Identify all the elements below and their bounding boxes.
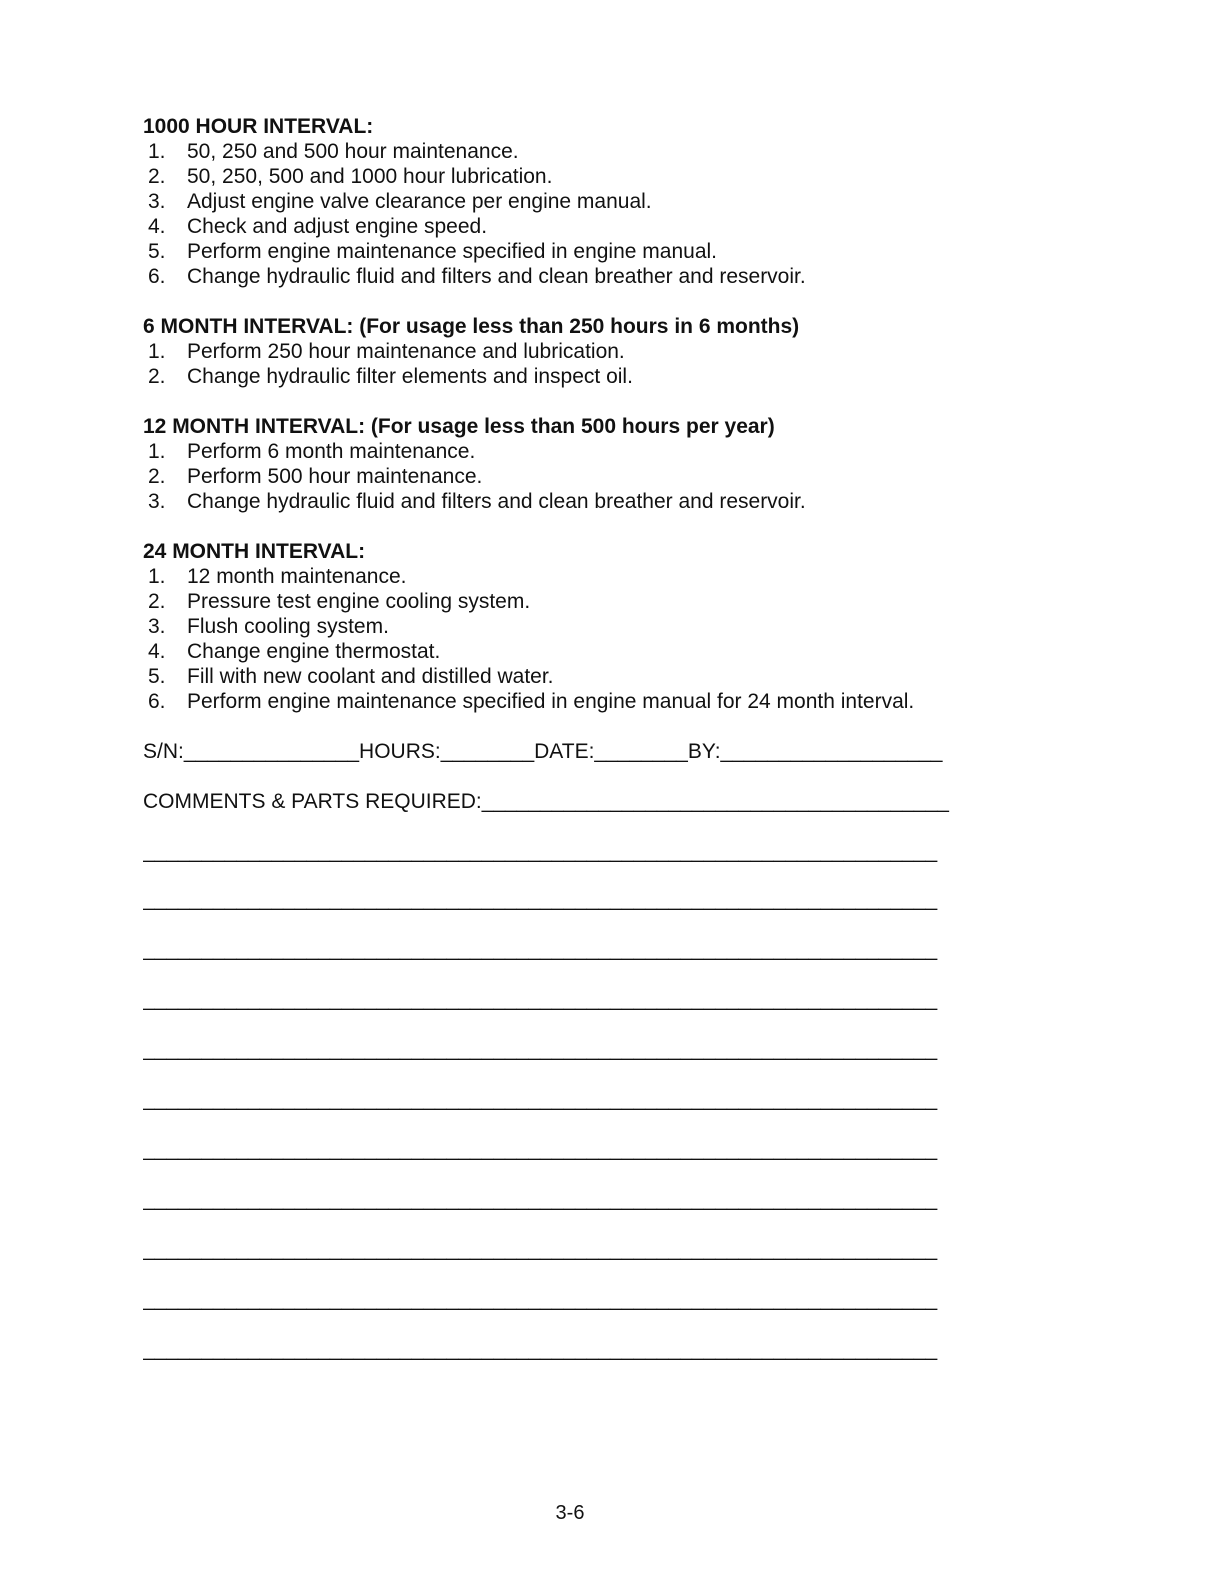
list-item: [143, 339, 1003, 364]
item-text: Perform 6 month maintenance.: [187, 440, 476, 463]
list-item: [143, 564, 1003, 589]
item-text: Change hydraulic filter elements and inspect oil.: [187, 365, 633, 388]
list-item: [143, 189, 1003, 214]
section-1000-hour: [143, 114, 1003, 289]
item-number: 5.: [148, 240, 166, 263]
item-text: Perform engine maintenance specified in engine manual.: [187, 240, 717, 263]
comments-blank-lines: [143, 839, 1003, 1387]
item-number: 3.: [148, 490, 166, 513]
item-text: Check and adjust engine speed.: [187, 215, 488, 238]
item-text: Adjust engine valve clearance per engine manual.: [187, 190, 652, 213]
item-text: 50, 250 and 500 hour maintenance.: [187, 140, 519, 163]
section-24-month: [143, 539, 1003, 714]
blank-line[interactable]: ____________________________________________________________________: [143, 1138, 938, 1161]
section-title: 12 MONTH INTERVAL: (For usage less than 500 hours per year): [143, 415, 775, 438]
list-item: [143, 164, 1003, 189]
item-number: 1.: [148, 565, 166, 588]
item-number: 4.: [148, 640, 166, 663]
list-item: [143, 689, 1003, 714]
item-text: 12 month maintenance.: [187, 565, 407, 588]
list-item: [143, 589, 1003, 614]
list-item: [143, 614, 1003, 639]
blank-line[interactable]: ____________________________________________________________________: [143, 1238, 938, 1261]
section-6-month: [143, 314, 1003, 389]
section-title: 24 MONTH INTERVAL:: [143, 540, 366, 563]
list-item: [143, 439, 1003, 464]
item-text: Change hydraulic fluid and filters and clean breather and reservoir.: [187, 265, 806, 288]
item-text: Fill with new coolant and distilled water.: [187, 665, 554, 688]
item-number: 6.: [148, 265, 166, 288]
list-item: [143, 639, 1003, 664]
list-item: [143, 214, 1003, 239]
section-12-month: [143, 414, 1003, 514]
blank-line[interactable]: ____________________________________________________________________: [143, 840, 938, 863]
blank-line[interactable]: ____________________________________________________________________: [143, 1188, 938, 1211]
service-record-line[interactable]: S/N:_______________HOURS:________DATE:________BY:___________________: [143, 740, 943, 763]
blank-line[interactable]: ____________________________________________________________________: [143, 988, 938, 1011]
list-item: [143, 264, 1003, 289]
item-number: 6.: [148, 690, 166, 713]
item-list: [143, 439, 1003, 514]
item-number: 2.: [148, 465, 166, 488]
list-item: [143, 239, 1003, 264]
item-text: Change engine thermostat.: [187, 640, 441, 663]
item-text: Change hydraulic fluid and filters and clean breather and reservoir.: [187, 490, 806, 513]
item-number: 2.: [148, 365, 166, 388]
item-list: [143, 564, 1003, 714]
item-number: 3.: [148, 190, 166, 213]
blank-line[interactable]: ____________________________________________________________________: [143, 1038, 938, 1061]
item-text: Perform 500 hour maintenance.: [187, 465, 483, 488]
list-item: [143, 489, 1003, 514]
blank-line[interactable]: ____________________________________________________________________: [143, 888, 938, 911]
list-item: [143, 464, 1003, 489]
section-title: 1000 HOUR INTERVAL:: [143, 115, 374, 138]
item-text: Pressure test engine cooling system.: [187, 590, 531, 613]
item-text: Flush cooling system.: [187, 615, 389, 638]
item-number: 5.: [148, 665, 166, 688]
page-number: 3-6: [555, 1502, 585, 1524]
item-text: 50, 250, 500 and 1000 hour lubrication.: [187, 165, 553, 188]
item-number: 1.: [148, 140, 166, 163]
blank-line[interactable]: ____________________________________________________________________: [143, 1088, 938, 1111]
item-text: Perform engine maintenance specified in engine manual for 24 month interval.: [187, 690, 915, 713]
item-number: 4.: [148, 215, 166, 238]
comments-line[interactable]: COMMENTS & PARTS REQUIRED:________________________________________: [143, 790, 949, 813]
item-number: 2.: [148, 165, 166, 188]
list-item: [143, 139, 1003, 164]
blank-line[interactable]: ____________________________________________________________________: [143, 1288, 938, 1311]
blank-line[interactable]: ____________________________________________________________________: [143, 1338, 938, 1361]
item-number: 3.: [148, 615, 166, 638]
item-list: [143, 339, 1003, 389]
section-title: 6 MONTH INTERVAL: (For usage less than 250 hours in 6 months): [143, 315, 800, 338]
item-number: 1.: [148, 440, 166, 463]
list-item: [143, 664, 1003, 689]
item-list: [143, 139, 1003, 289]
item-text: Perform 250 hour maintenance and lubrication.: [187, 340, 625, 363]
item-number: 1.: [148, 340, 166, 363]
item-number: 2.: [148, 590, 166, 613]
blank-line[interactable]: ____________________________________________________________________: [143, 938, 938, 961]
document-body: [143, 114, 1003, 1387]
list-item: [143, 364, 1003, 389]
